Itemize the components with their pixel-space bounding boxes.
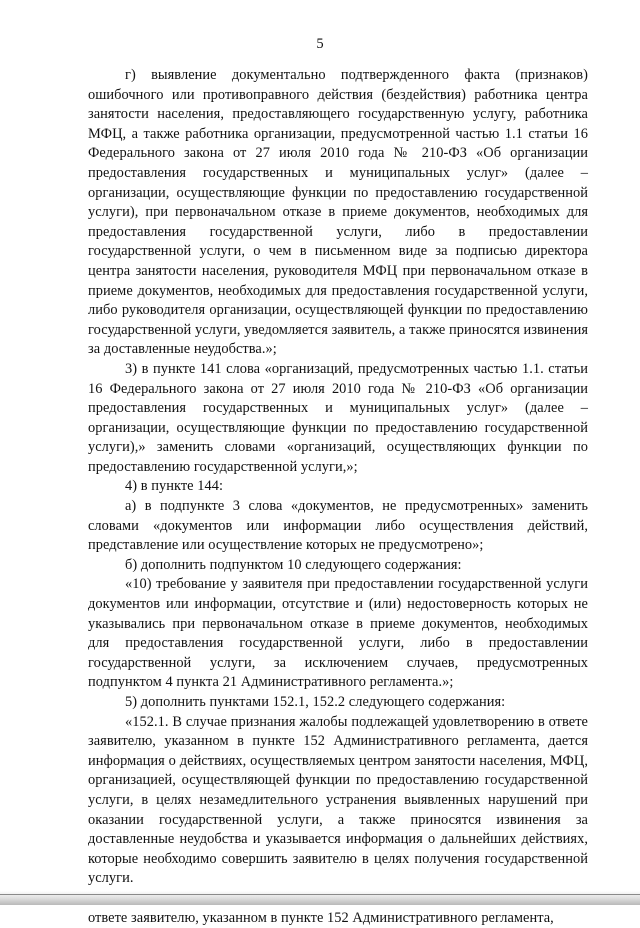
paragraph: «10) требование у заявителя при предоставлении государственной услуги документов или информации, отсутствие и (или) недостоверность которых не указывались при первоначальном отказе в приеме документов, необходимых для предоставления государственной услуги, либо в предоставлении государственной услуги, за исключением случаев, предусмотренных подпунктом 4 пункта 21 Административного регламента.»; — [88, 576, 588, 691]
paragraph: ответе заявителю, указанном в пункте 152 Административного регламента, — [88, 909, 554, 926]
paragraph: 4) в пункте 144: — [125, 478, 224, 495]
paragraph: г) выявление документально подтвержденного факта (признаков) ошибочного или противоправного действия (бездействия) работника центра занятости населения, предоставляющего государственную услугу, работника МФЦ, а также работника организации, предусмотренной частью 1.1 статьи 16 Федерального закона от 27 июля 2010 года № 210-ФЗ «Об организации предоставления государственных и муниципальных услуг» (далее – организации, осуществляющие функции по предоставлению государственной услуги), при первоначальном отказе в приеме документов, необходимых для предоставления государственной услуги, либо в предоставлении государственной услуги, о чем в письменном виде за подписью директора центра занятости населения, руководителя МФЦ при первоначальном отказе в приеме документов, необходимых для предоставления государственной услуги, либо руководителя организации, осуществляющей функции по предоставлению государственной услуги, уведомляется заявитель, а также приносятся извинения за доставленные неудобства.»; — [88, 67, 588, 358]
paragraph: а) в подпункте 3 слова «документов, не предусмотренных» заменить словами «документов или информации либо осуществления действий, представление или осуществление которых не предусмотрено»; — [88, 498, 588, 554]
paragraph: 3) в пункте 141 слова «организаций, предусмотренных частью 1.1. статьи 16 Федерального закона от 27 июля 2010 года № 210-ФЗ «Об организации предоставления государственных и муниципальных услуг» (далее – организации, осуществляющие функции по предоставлению государственной услуги),» заменить словами «организаций, осуществляющих функции по предоставлению государственной услуги,»; — [88, 360, 588, 475]
paragraph: 5) дополнить пунктами 152.1, 152.2 следующего содержания: — [125, 694, 506, 710]
page-number: 5 — [316, 36, 324, 52]
paragraph: б) дополнить подпунктом 10 следующего содержания: — [125, 556, 462, 573]
document-body — [88, 66, 588, 928]
scan-edge-line — [0, 894, 640, 895]
paragraph: «152.1. В случае признания жалобы подлежащей удовлетворению в ответе заявителю, указанном в пункте 152 Административного регламента, дается информация о действиях, осуществляемых центром занятости населения, МФЦ, организацией, осуществляющей функции по предоставлению государственной услуги, в целях незамедлительного устранения выявленных нарушений при оказании государственной услуги, а также приносятся извинения за доставленные неудобства и указывается информация о дальнейших действиях, которые необходимо совершить заявителю в целях получения государственной услуги. — [88, 713, 588, 887]
